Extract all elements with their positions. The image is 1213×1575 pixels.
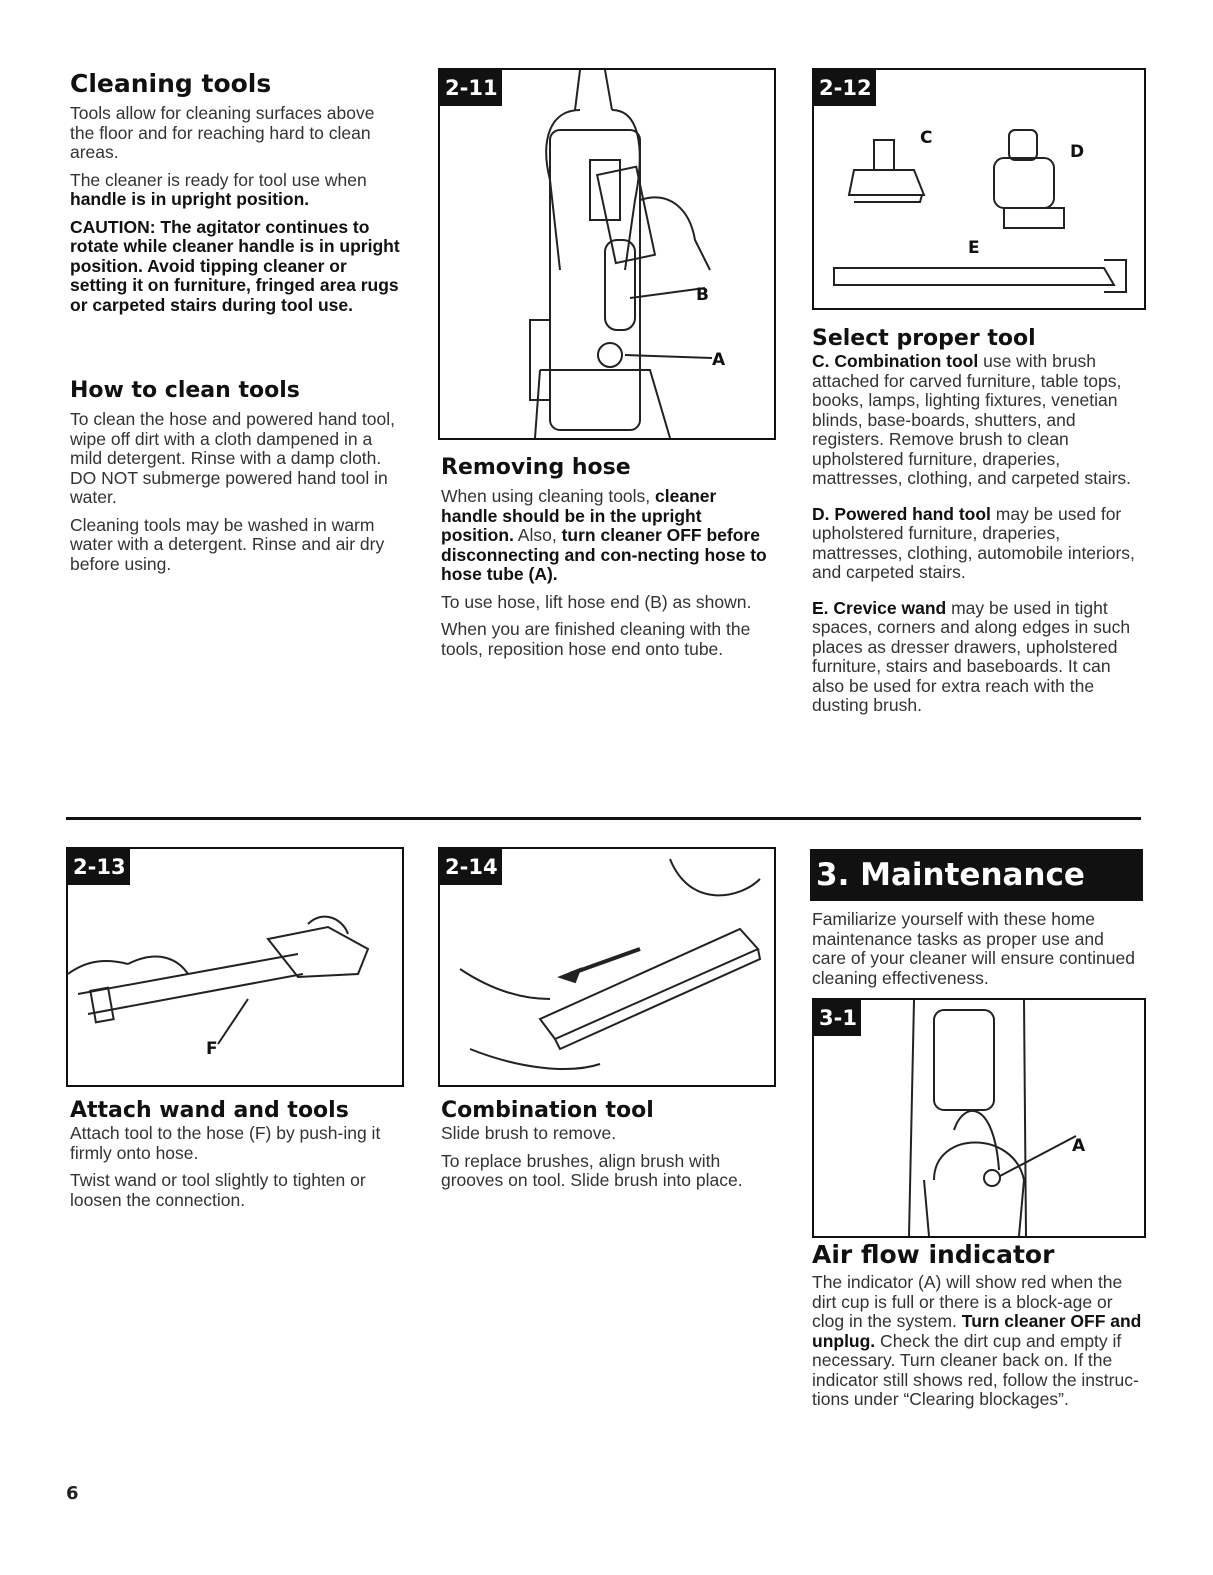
figure-2-11-badge: 2-11 (440, 70, 502, 106)
air-flow-p1 (812, 1273, 1142, 1410)
attach-wand-p2: Twist wand or tool slightly to tighten or loosen the connection. (70, 1170, 366, 1210)
figure-2-13 (66, 847, 404, 1087)
d-text: may be used for upholstered furniture, draperies, mattresses, clothing, automobile interiors, and carpeted stairs. (812, 503, 1135, 582)
figure-2-11 (438, 68, 776, 440)
label-a-indicator: A (1072, 1136, 1086, 1156)
label-a: A (712, 350, 726, 370)
select-tool-heading: Select proper tool (812, 326, 1036, 351)
maintenance-banner: 3. Maintenance (810, 849, 1143, 901)
cleaning-tools-heading: Cleaning tools (70, 69, 272, 98)
figure-2-12 (812, 68, 1146, 310)
maintenance-intro: Familiarize yourself with these home maintenance tasks as proper use and care of your cleaner will ensure continued cleaning effectiveness. (812, 909, 1135, 988)
figure-2-12-badge: 2-12 (814, 70, 876, 106)
combination-tool-p1: Slide brush to remove. (441, 1123, 617, 1143)
maintenance-intro-section (812, 910, 1142, 996)
air-flow-indicator-illustration (814, 1000, 1144, 1236)
air-flow-heading: Air flow indicator (812, 1240, 1055, 1269)
rh-text-a: When using cleaning tools, (441, 486, 656, 506)
upright-vacuum-illustration (440, 70, 774, 438)
label-b: B (696, 285, 709, 305)
d-bold: D. Powered hand tool (812, 503, 991, 524)
cleaning-tools-section (70, 70, 400, 323)
label-d: D (1070, 142, 1085, 162)
how-to-clean-heading: How to clean tools (70, 378, 300, 403)
af-bold-b: Turn cleaner OFF and unplug. (812, 1311, 1142, 1351)
removing-hose-p3: When you are finished cleaning with the tools, reposition hose end onto tube. (441, 619, 751, 659)
powered-hand-tool-desc (812, 505, 1142, 583)
how-to-clean-p1: To clean the hose and powered hand tool, wipe off dirt with a cloth dampened in a mild detergent. Rinse with a damp cloth. DO NOT submerge powered hand tool in water. (70, 409, 395, 507)
removing-hose-p2: To use hose, lift hose end (B) as shown. (441, 591, 752, 612)
select-tool-section (812, 326, 1142, 724)
af-text-a: The indicator (A) will show red when the dirt cup is full or there is a block-age or clog in the system. (812, 1272, 1123, 1331)
combination-tool-heading: Combination tool (441, 1098, 654, 1123)
c-bold: C. Combination tool (812, 351, 979, 371)
rh-text-c: Also, (513, 525, 562, 545)
ready-text: The cleaner is ready for tool use when (70, 169, 367, 190)
e-bold: E. Crevice wand (812, 597, 947, 618)
label-f: F (206, 1039, 218, 1059)
figure-2-14-badge: 2-14 (440, 849, 502, 885)
figure-2-14 (438, 847, 776, 1087)
air-flow-section (812, 1241, 1142, 1418)
crevice-wand-desc (812, 599, 1142, 716)
label-e: E (968, 238, 980, 258)
rh-bold-d: turn cleaner OFF before disconnecting and con-necting hose to hose tube (A). (441, 525, 767, 584)
combination-tool-p2: To replace brushes, align brush with grooves on tool. Slide brush into place. (441, 1150, 743, 1190)
attach-wand-section (70, 1098, 400, 1218)
af-text-c: Check the dirt cup and empty if necessary. Turn cleaner back on. If the indicator still shows red, follow the instruc-tions under “Clearing blockages”. (812, 1330, 1139, 1409)
ready-bold: handle is in upright position. (70, 189, 310, 209)
how-to-clean-section (70, 378, 400, 582)
label-c: C (920, 128, 933, 148)
c-text: use with brush attached for carved furniture, table tops, books, lamps, lighting fixtures, venetian blinds, base-boards, shutters, and registers. Remove brush to clean upholstered furniture, draperies, mattresses, clothing, and carpeted stairs. (812, 351, 1132, 488)
e-text: may be used in tight spaces, corners and along edges in such places as dresser drawers, upholstered furniture, stairs and baseboards. It can also be used for extra reach with the dusting brush. (812, 597, 1131, 715)
how-to-clean-p2: Cleaning tools may be washed in warm water with a detergent. Rinse and air dry before using. (70, 514, 385, 574)
removing-hose-heading: Removing hose (441, 455, 631, 480)
section-divider (66, 817, 1141, 820)
attach-wand-p1: Attach tool to the hose (F) by push-ing it firmly onto hose. (70, 1123, 381, 1163)
combination-tool-section (441, 1098, 771, 1199)
page-number: 6 (66, 1483, 79, 1504)
figure-3-1-badge: 3-1 (814, 1000, 861, 1036)
caution-text: CAUTION: The agitator continues to rotate while cleaner handle is in upright position. Avoid tipping cleaner or setting it on furniture, fringed area rugs or carpeted stairs during tool use. (70, 216, 400, 315)
cleaning-tools-ready (70, 171, 400, 210)
removing-hose-section (441, 455, 771, 667)
removing-hose-p1 (441, 487, 771, 585)
figure-2-13-badge: 2-13 (68, 849, 130, 885)
rh-bold-b: cleaner handle should be in the upright position. (441, 486, 717, 545)
figure-3-1 (812, 998, 1146, 1238)
combination-tool-desc (812, 352, 1142, 489)
cleaning-tools-intro: Tools allow for cleaning surfaces above the floor and for reaching hard to clean areas. (70, 103, 375, 162)
attach-wand-heading: Attach wand and tools (70, 1098, 349, 1123)
